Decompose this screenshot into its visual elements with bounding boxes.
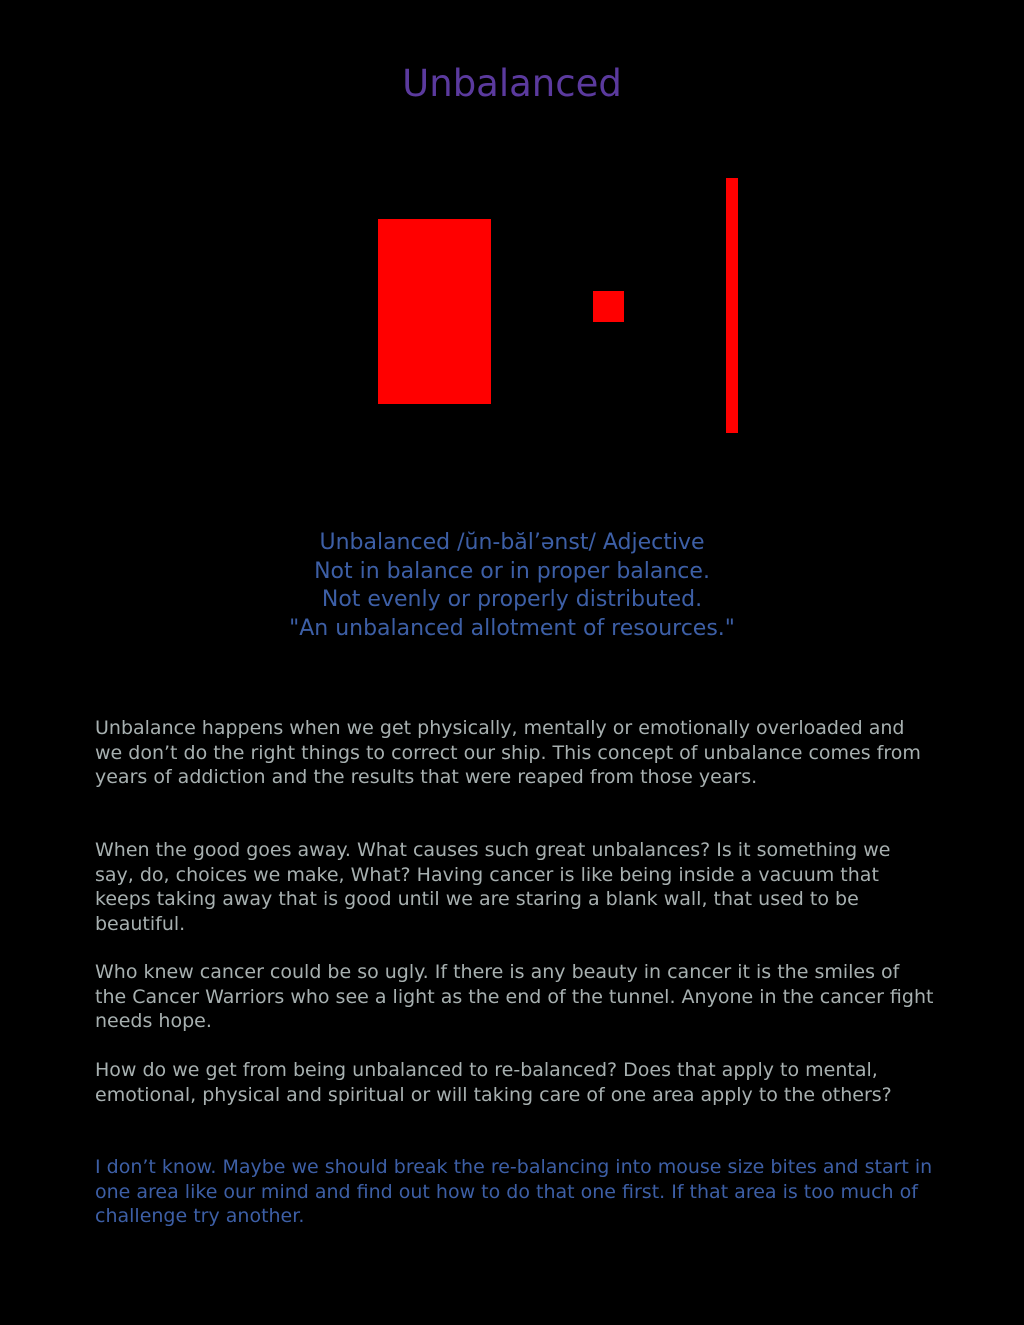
paragraph-rebalanced-question: How do we get from being unbalanced to re-balanced? Does that apply to mental, emotional, physical and spiritual or will taking care of one area apply to the others?	[95, 1059, 892, 1106]
paragraph-closing-thought: I don’t know. Maybe we should break the re-balancing into mouse size bites and start in one area like our mind and find out how to do that one first. If that area is too much of challenge try another.	[95, 1156, 933, 1227]
paragraph-cancer-ugly: Who knew cancer could be so ugly. If there is any beauty in cancer it is the smiles of the Cancer Warriors who see a light as the end of the tunnel. Anyone in the cancer fight needs hope.	[95, 961, 934, 1032]
definition-headword: Unbalanced /ŭn-băl’ənst/ Adjective	[319, 530, 705, 555]
paragraph-unbalance-intro: Unbalance happens when we get physically, mentally or emotionally overloaded and we don’t do the right things to correct our ship. This concept of unbalance comes from years of addiction and the results that were reaped from those years.	[95, 717, 921, 788]
definition-sense-1: Not in balance or in proper balance.	[314, 558, 710, 584]
thin-red-bar	[726, 178, 738, 433]
small-red-square	[593, 291, 624, 322]
dictionary-definition	[0, 529, 1024, 643]
definition-sense-2: Not evenly or properly distributed.	[321, 587, 703, 612]
definition-example: "An unbalanced allotment of resources."	[289, 615, 735, 641]
large-red-rectangle	[378, 219, 491, 404]
paragraph-good-goes-away: When the good goes away. What causes such great unbalances? Is it something we say, do, choices we make, What? Having cancer is like being inside a vacuum that keeps taking away that is good until we are staring a blank wall, that used to be beautiful.	[95, 839, 891, 935]
page-title: Unbalanced	[402, 62, 622, 105]
